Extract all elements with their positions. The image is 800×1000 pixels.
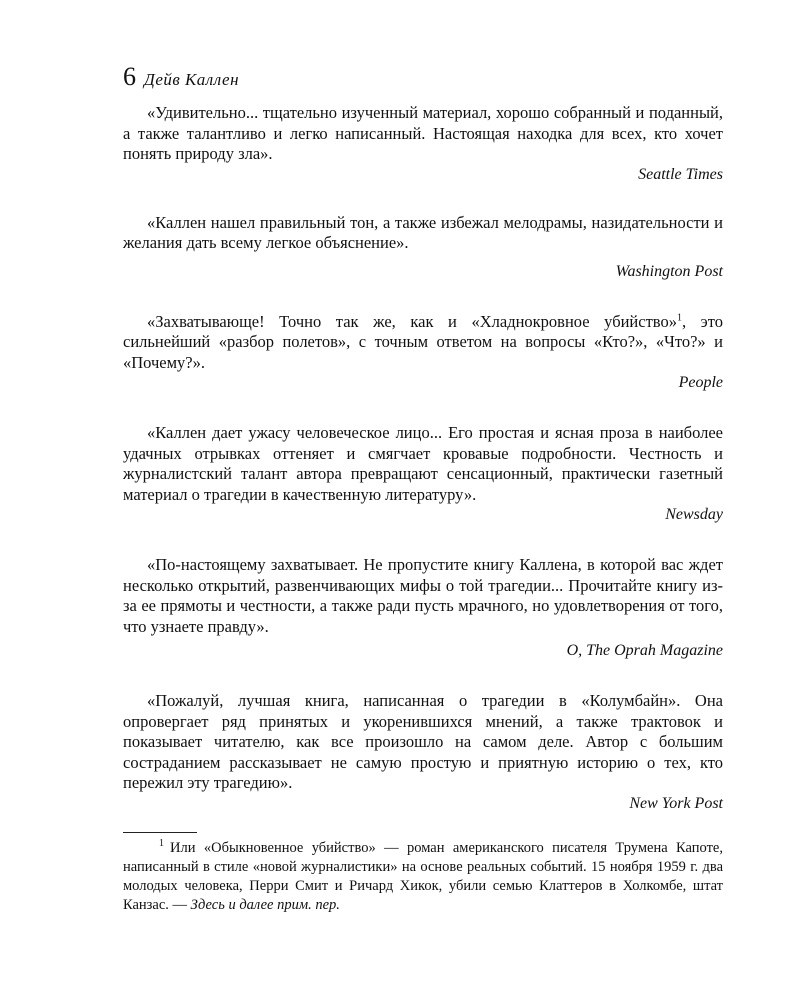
review-block <box>123 312 723 394</box>
page-header <box>123 62 723 92</box>
footnote-translator-note: Здесь и далее прим. пер. <box>190 896 340 913</box>
footnote-mark: 1 <box>159 837 164 849</box>
footnote-text: Или «Обыкновенное убийство» — роман американского писателя Трумена Капоте, написанный в стиле «новой журналистики» на основе реальных событий. 15 ноября 1959 г. два молодых человека, Перри Смит и Ричард Хикок, убили семью Клаттеров в Холкомбе, штат Канзас. — <box>123 839 723 913</box>
review-quote: «Каллен дает ужасу человеческое лицо... Его простая и ясная проза в наиболее удачных отрывках оттеняет и смягчает кровавые подробности. Честность и журналистский талант автора превращают сенсационный, практически газетный материал о трагедии в качественную литературу». <box>123 423 723 504</box>
review-block <box>123 555 723 661</box>
review-quote-part: «Захватывающе! Точно так же, как и «Хладнокровное убийство» <box>147 311 677 331</box>
page-number: 6 <box>123 62 136 91</box>
review-quote: «Каллен нашел правильный тон, а также избежал мелодрамы, назидательности и желания дать всему легкое объяснение». <box>123 212 723 252</box>
review-source: O, The Oprah Magazine <box>566 642 723 659</box>
review-block <box>123 103 723 185</box>
review-source: Washington Post <box>615 262 723 280</box>
review-quote: «По-настоящему захватывает. Не пропустите книгу Каллена, в которой вас ждет несколько открытий, развенчивающих мифы о той трагедии... Прочитайте книгу из-за ее прямоты и честности, а также ради пусть мрачного, но удовлетворения от того, что узнаете правду». <box>123 555 723 636</box>
review-quote <box>123 312 723 374</box>
review-quote: «Пожалуй, лучшая книга, написанная о трагедии в «Колумбайн». Она опровергает ряд принятых и укоренившихся мнений, а также трактовок и показывает читателю, как все произошло на самом деле. Автор с большим состраданием рассказывает не самую простую и приятную историю о тех, кто пережил эту трагедию». <box>123 691 723 792</box>
footnote-reference: 1 <box>676 312 682 323</box>
review-block <box>123 691 723 814</box>
review-source: Seattle Times <box>638 165 723 183</box>
review-block <box>123 423 723 525</box>
review-source: Newsday <box>665 506 723 523</box>
review-block <box>123 213 723 282</box>
review-source: People <box>678 374 723 391</box>
footnote-divider <box>123 832 197 833</box>
review-quote-part: , это сильнейший «разбор полетов», с точным ответом на вопросы «Кто?», «Что?» и «Почему?». <box>123 311 724 372</box>
review-quote: «Удивительно... тщательно изученный материал, хорошо собранный и поданный, а также талантливо и легко написанный. Настоящая находка для всех, кто хочет понять природу зла». <box>123 103 723 163</box>
review-source: New York Post <box>629 794 723 812</box>
footnote <box>123 839 723 915</box>
running-head: Дейв Каллен <box>144 70 240 89</box>
book-page <box>123 62 723 915</box>
